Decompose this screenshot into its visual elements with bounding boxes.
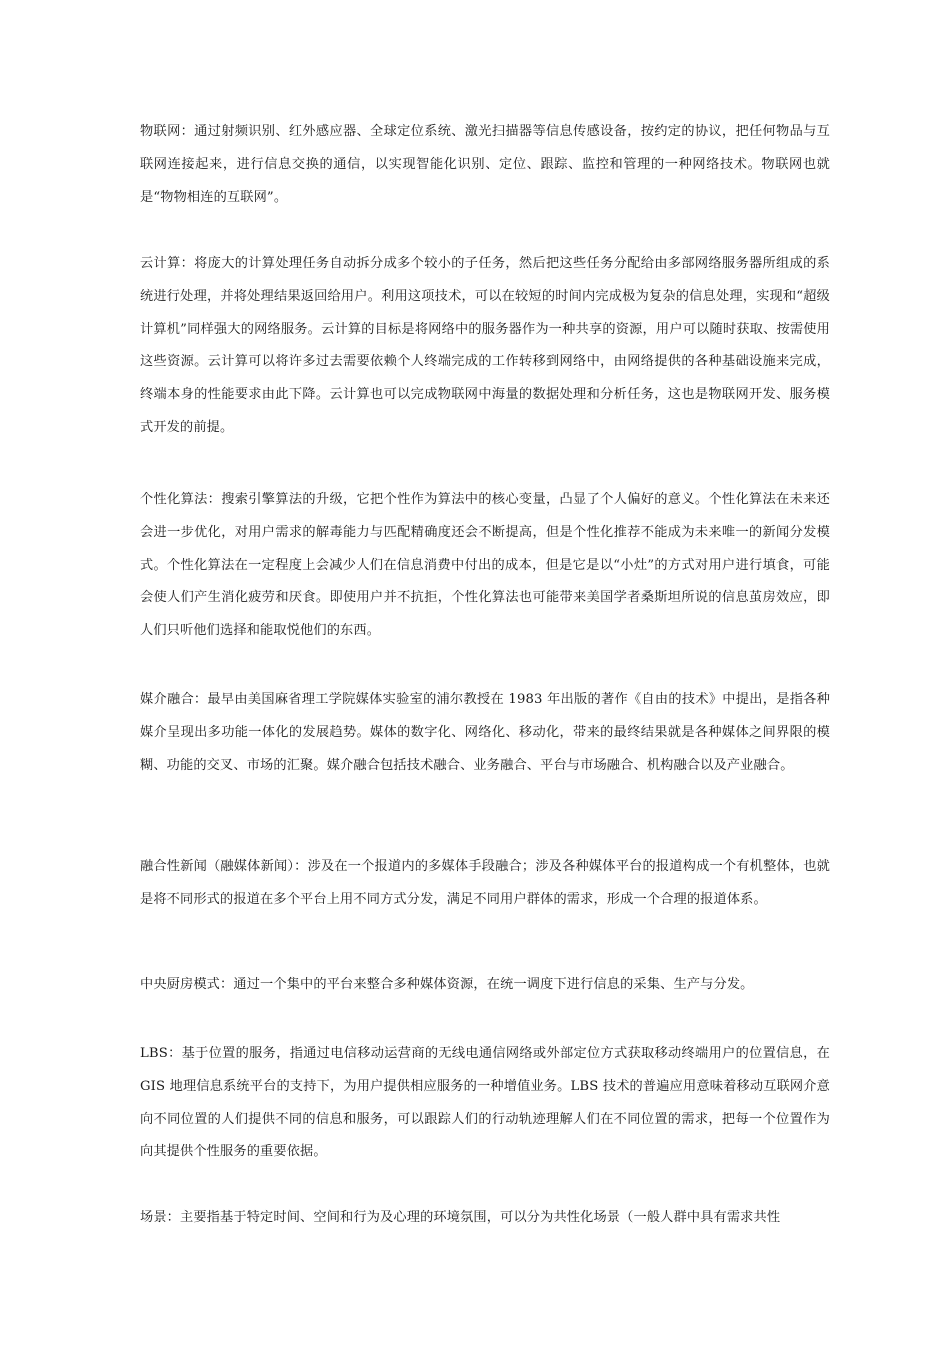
paragraph-central-kitchen: 中央厨房模式：通过一个集中的平台来整合多种媒体资源，在统一调度下进行信息的采集、生产与分发。 [140, 977, 754, 992]
paragraph-iot: 物联网：通过射频识别、红外感应器、全球定位系统、激光扫描器等信息传感设备，按约定的协议，把任何物品与互联网连接起来，进行信息交换的通信，以实现智能化识别、定位、跟踪、监控和管理的一种网络技术。物联网也就是“物物相连的互联网”。 [140, 124, 830, 205]
paragraph-lbs: LBS：基于位置的服务，指通过电信移动运营商的无线电通信网络或外部定位方式获取移动终端用户的位置信息，在 GIS 地理信息系统平台的支持下，为用户提供相应服务的一种增值业务。LBS 技术的普遍应用意味着移动互联网介意向不同位置的人们提供不同的信息和服务，可以跟踪人们的行动轨迹理解人们在不同位置的需求，把每一个位置作为向其提供个性服务的重要依据。 [140, 1046, 830, 1160]
paragraph-convergent-news: 融合性新闻（融媒体新闻）：涉及在一个报道内的多媒体手段融合；涉及各种媒体平台的报道构成一个有机整体，也就是将不同形式的报道在多个平台上用不同方式分发，满足不同用户群体的需求，形成一个合理的报道体系。 [140, 859, 830, 907]
paragraph-scene: 场景：主要指基于特定时间、空间和行为及心理的环境氛围，可以分为共性化场景（一般人群中具有需求共性 [140, 1210, 781, 1225]
paragraph-media-convergence: 媒介融合：最早由美国麻省理工学院媒体实验室的浦尔教授在 1983 年出版的著作《自由的技术》中提出，是指各种媒介呈现出多功能一体化的发展趋势。媒体的数字化、网络化、移动化，带来的最终结果就是各种媒体之间界限的模糊、功能的交叉、市场的汇聚。媒介融合包括技术融合、业务融合、平台与市场融合、机构融合以及产业融合。 [140, 692, 830, 773]
paragraph-personalized-algorithm: 个性化算法：搜索引擎算法的升级，它把个性作为算法中的核心变量，凸显了个人偏好的意义。个性化算法在未来还会进一步优化，对用户需求的解毒能力与匹配精确度还会不断提高，但是个性化推荐不能成为未来唯一的新闻分发模式。个性化算法在一定程度上会减少人们在信息消费中付出的成本，但是它是以“小灶”的方式对用户进行填食，可能会使人们产生消化疲劳和厌食。即使用户并不抗拒，个性化算法也可能带来美国学者桑斯坦所说的信息茧房效应，即人们只听他们选择和能取悦他们的东西。 [140, 492, 830, 639]
paragraph-cloud-computing: 云计算：将庞大的计算处理任务自动拆分成多个较小的子任务，然后把这些任务分配给由多部网络服务器所组成的系统进行处理，并将处理结果返回给用户。利用这项技术，可以在较短的时间内完成极为复杂的信息处理，实现和“超级计算机”同样强大的网络服务。云计算的目标是将网络中的服务器作为一种共享的资源，用户可以随时获取、按需使用这些资源。云计算可以将许多过去需要依赖个人终端完成的工作转移到网络中，由网络提供的各种基础设施来完成，终端本身的性能要求由此下降。云计算也可以完成物联网中海量的数据处理和分析任务，这也是物联网开发、服务模式开发的前提。 [140, 256, 830, 435]
